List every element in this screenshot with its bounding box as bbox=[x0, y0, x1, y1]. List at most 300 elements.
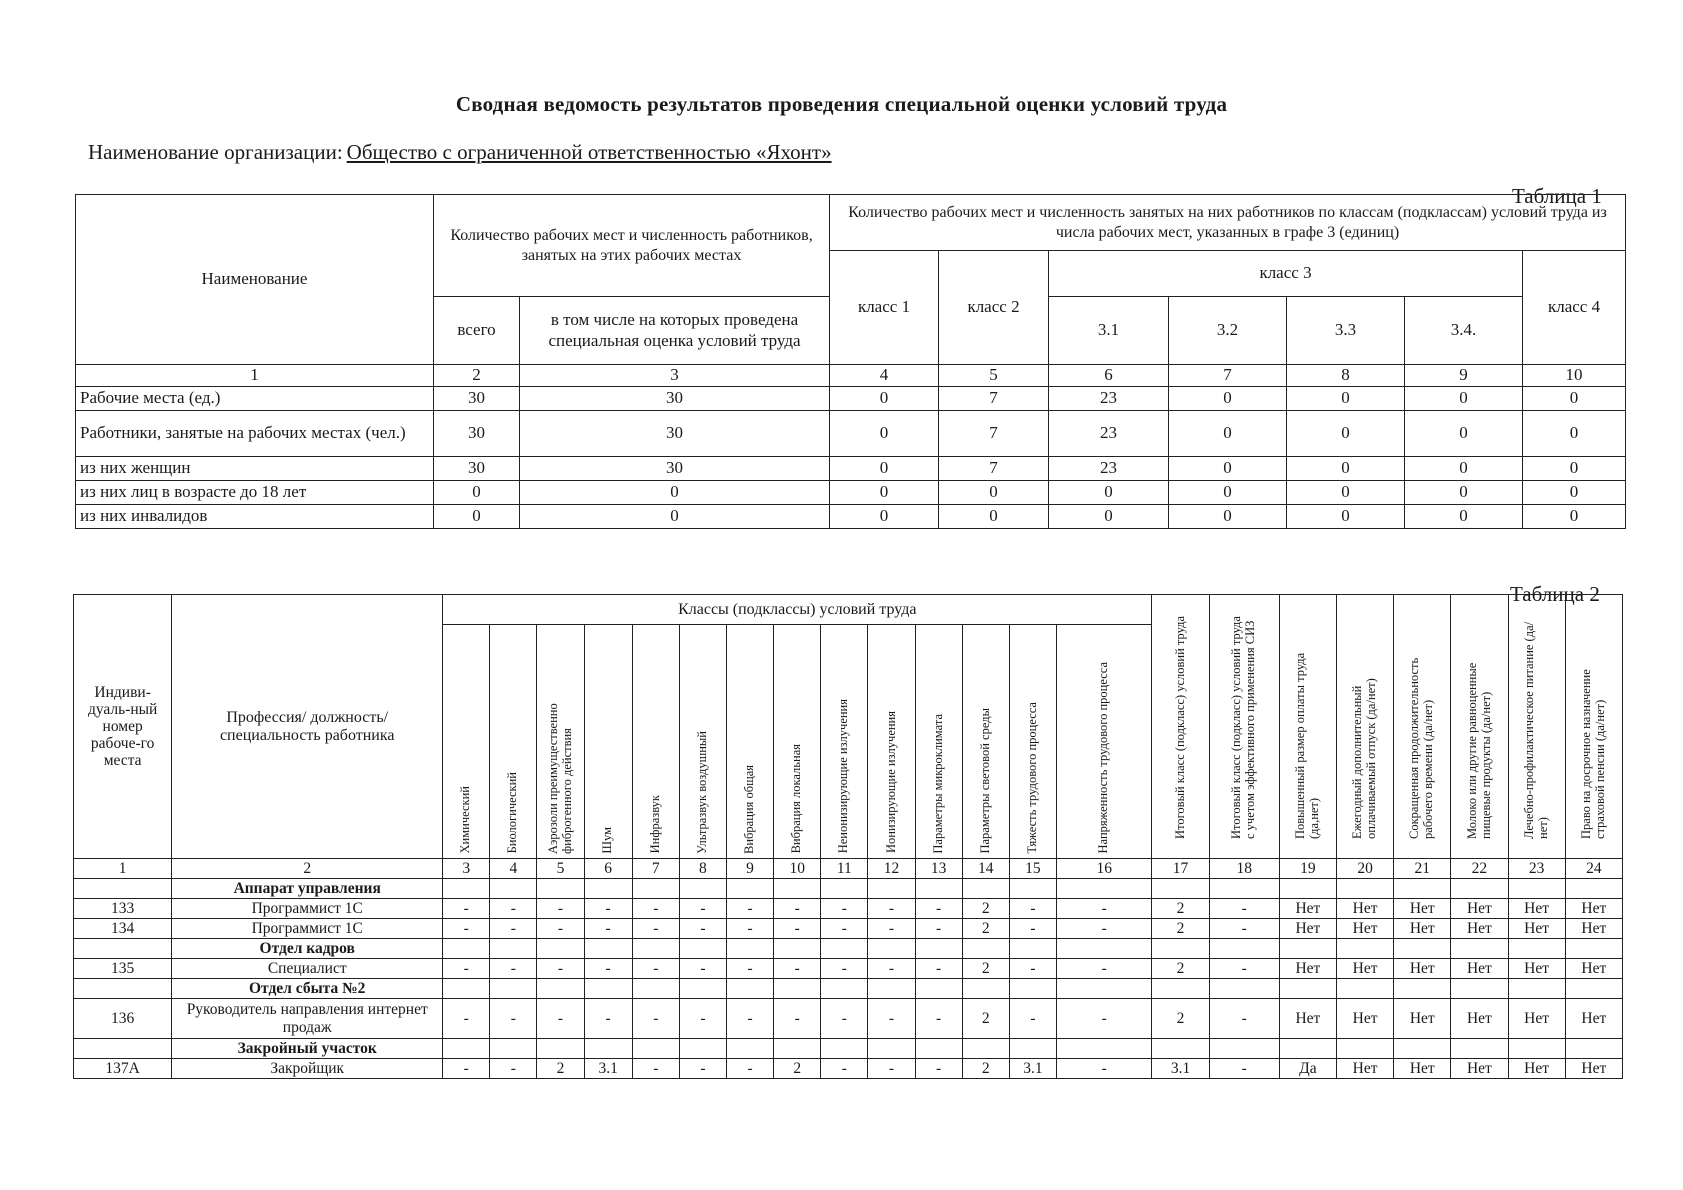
table-cell: 2 bbox=[1152, 999, 1209, 1039]
header-total: всего bbox=[434, 297, 520, 365]
column-number: 4 bbox=[490, 859, 537, 879]
table-cell: Нет bbox=[1565, 1059, 1622, 1079]
table-cell: - bbox=[490, 1059, 537, 1079]
table-cell: 30 bbox=[520, 387, 830, 411]
workplace-number: 134 bbox=[74, 919, 172, 939]
table-cell: 0 bbox=[520, 505, 830, 529]
table-cell: - bbox=[679, 1059, 726, 1079]
table-cell: 0 bbox=[1523, 411, 1626, 457]
table-cell: 0 bbox=[830, 505, 939, 529]
table-cell: Нет bbox=[1451, 1059, 1508, 1079]
table-cell: - bbox=[584, 959, 632, 979]
table-cell: - bbox=[821, 959, 868, 979]
header-factor: Параметры микроклимата bbox=[930, 713, 945, 854]
table-cell: - bbox=[868, 1059, 915, 1079]
table-cell: Нет bbox=[1508, 999, 1565, 1039]
table-cell: - bbox=[632, 999, 679, 1039]
table-cell: 23 bbox=[1049, 411, 1169, 457]
empty-cell bbox=[1336, 1039, 1393, 1059]
table-cell: - bbox=[915, 919, 962, 939]
header-guarantee: Сокращенная продолжительность рабочего времени (да/нет) bbox=[1407, 657, 1436, 839]
table-cell: 30 bbox=[434, 411, 520, 457]
table-cell: - bbox=[915, 959, 962, 979]
empty-cell bbox=[1508, 979, 1565, 999]
empty-cell bbox=[443, 1039, 490, 1059]
column-number: 9 bbox=[1405, 365, 1523, 387]
table-cell: - bbox=[679, 999, 726, 1039]
column-number: 1 bbox=[76, 365, 434, 387]
empty-cell bbox=[490, 1039, 537, 1059]
empty-cell bbox=[1009, 879, 1056, 899]
empty-cell bbox=[679, 939, 726, 959]
table-cell: Нет bbox=[1336, 1059, 1393, 1079]
header-final-class: Итоговый класс (подкласс) условий труда bbox=[1172, 615, 1187, 839]
empty-cell bbox=[1336, 879, 1393, 899]
empty-cell bbox=[962, 939, 1009, 959]
table-row bbox=[76, 457, 1626, 481]
table2-caption: Таблица 2 bbox=[1510, 582, 1600, 606]
profession-name: Программист 1С bbox=[172, 899, 443, 919]
table-cell: 30 bbox=[520, 411, 830, 457]
table-cell: 3.1 bbox=[1152, 1059, 1209, 1079]
table-cell: Нет bbox=[1508, 919, 1565, 939]
empty-cell bbox=[868, 979, 915, 999]
workplaces-table bbox=[73, 594, 1623, 1079]
empty-cell bbox=[774, 1039, 821, 1059]
table-cell: - bbox=[915, 1059, 962, 1079]
column-number: 8 bbox=[679, 859, 726, 879]
table-cell: Нет bbox=[1394, 1059, 1451, 1079]
table-cell: 0 bbox=[1523, 505, 1626, 529]
empty-cell bbox=[74, 1039, 172, 1059]
profession-name: Закройщик bbox=[172, 1059, 443, 1079]
table-cell: Нет bbox=[1565, 899, 1622, 919]
table-cell: 2 bbox=[962, 959, 1009, 979]
column-number: 5 bbox=[939, 365, 1049, 387]
empty-cell bbox=[726, 1039, 773, 1059]
table-cell: - bbox=[537, 999, 584, 1039]
summary-table bbox=[75, 194, 1626, 529]
table-cell: Нет bbox=[1336, 919, 1393, 939]
header-guarantee: Повышенный размер оплаты труда (да,нет) bbox=[1293, 652, 1321, 839]
table-cell: - bbox=[1009, 919, 1056, 939]
table-cell: 0 bbox=[1169, 505, 1287, 529]
table-cell: 0 bbox=[1049, 481, 1169, 505]
column-number: 19 bbox=[1279, 859, 1336, 879]
empty-cell bbox=[74, 939, 172, 959]
table-cell: 2 bbox=[1152, 919, 1209, 939]
column-number: 21 bbox=[1394, 859, 1451, 879]
table-cell: - bbox=[726, 919, 773, 939]
table-cell: 0 bbox=[1169, 411, 1287, 457]
table-cell: 3.1 bbox=[1009, 1059, 1056, 1079]
empty-cell bbox=[1565, 979, 1622, 999]
table-cell: Нет bbox=[1336, 899, 1393, 919]
table-cell: - bbox=[584, 919, 632, 939]
table-cell: - bbox=[490, 959, 537, 979]
table-cell: - bbox=[774, 899, 821, 919]
table-cell: 2 bbox=[962, 1059, 1009, 1079]
row-label: из них лиц в возрасте до 18 лет bbox=[76, 481, 434, 505]
empty-cell bbox=[1056, 939, 1151, 959]
empty-cell bbox=[915, 1039, 962, 1059]
empty-cell bbox=[679, 979, 726, 999]
table-cell: - bbox=[443, 919, 490, 939]
empty-cell bbox=[821, 1039, 868, 1059]
header-class1: класс 1 bbox=[830, 251, 939, 365]
column-number: 12 bbox=[868, 859, 915, 879]
table-cell: 0 bbox=[1523, 387, 1626, 411]
table-cell: - bbox=[1056, 899, 1151, 919]
table-cell: - bbox=[774, 999, 821, 1039]
empty-cell bbox=[774, 979, 821, 999]
table-cell: Нет bbox=[1279, 959, 1336, 979]
empty-cell bbox=[915, 979, 962, 999]
section-row bbox=[74, 939, 1623, 959]
empty-cell bbox=[821, 879, 868, 899]
table-row bbox=[74, 1059, 1623, 1079]
empty-cell bbox=[443, 879, 490, 899]
table-cell: 0 bbox=[830, 457, 939, 481]
empty-cell bbox=[868, 939, 915, 959]
header-factor: Напряженность трудового процесса bbox=[1096, 662, 1111, 854]
header-name: Наименование bbox=[76, 195, 434, 365]
table-cell: - bbox=[443, 899, 490, 919]
empty-cell bbox=[443, 979, 490, 999]
empty-cell bbox=[915, 939, 962, 959]
section-row bbox=[74, 1039, 1623, 1059]
table-cell: 0 bbox=[1287, 481, 1405, 505]
table-cell: 30 bbox=[434, 387, 520, 411]
column-number: 11 bbox=[821, 859, 868, 879]
table-cell: - bbox=[774, 959, 821, 979]
table-cell: - bbox=[679, 959, 726, 979]
table-cell: - bbox=[821, 1059, 868, 1079]
empty-cell bbox=[1451, 979, 1508, 999]
table-cell: 0 bbox=[1523, 481, 1626, 505]
column-number: 1 bbox=[74, 859, 172, 879]
table-cell: - bbox=[821, 899, 868, 919]
header-factor: Ультразвук воздушный bbox=[695, 730, 710, 854]
table-cell: - bbox=[537, 899, 584, 919]
table-cell: 0 bbox=[1049, 505, 1169, 529]
header-class3-2: 3.2 bbox=[1169, 297, 1287, 365]
table1-caption: Таблица 1 bbox=[1512, 184, 1602, 208]
header-factor: Вибрация общая bbox=[742, 764, 757, 854]
table-cell: 23 bbox=[1049, 387, 1169, 411]
header-factor: Неионизирующие излучения bbox=[836, 699, 851, 854]
empty-cell bbox=[1209, 979, 1279, 999]
organization-line bbox=[88, 140, 832, 165]
column-number: 7 bbox=[1169, 365, 1287, 387]
empty-cell bbox=[1152, 979, 1209, 999]
table-cell: - bbox=[821, 999, 868, 1039]
empty-cell bbox=[962, 979, 1009, 999]
table-cell: - bbox=[632, 919, 679, 939]
header-class3-4: 3.4. bbox=[1405, 297, 1523, 365]
header-profession: Профессия/ должность/ специальность работника bbox=[172, 595, 443, 859]
empty-cell bbox=[1565, 879, 1622, 899]
table-cell: 30 bbox=[434, 457, 520, 481]
table-cell: Нет bbox=[1394, 959, 1451, 979]
table-cell: - bbox=[868, 959, 915, 979]
header-conditions-group: Классы (подклассы) условий труда bbox=[443, 595, 1152, 625]
workplace-number: 135 bbox=[74, 959, 172, 979]
table-cell: Нет bbox=[1279, 919, 1336, 939]
empty-cell bbox=[1394, 879, 1451, 899]
empty-cell bbox=[74, 879, 172, 899]
empty-cell bbox=[1565, 939, 1622, 959]
section-title: Отдел кадров bbox=[172, 939, 443, 959]
column-number: 6 bbox=[1049, 365, 1169, 387]
empty-cell bbox=[1336, 979, 1393, 999]
table-cell: Нет bbox=[1451, 899, 1508, 919]
table-row bbox=[76, 505, 1626, 529]
table-cell: - bbox=[821, 919, 868, 939]
table-cell: - bbox=[1209, 1059, 1279, 1079]
table-cell: - bbox=[726, 1059, 773, 1079]
table-cell: 0 bbox=[434, 481, 520, 505]
empty-cell bbox=[1394, 979, 1451, 999]
table-cell: 3.1 bbox=[584, 1059, 632, 1079]
table-cell: Да bbox=[1279, 1059, 1336, 1079]
table-cell: 0 bbox=[1405, 411, 1523, 457]
table-cell: Нет bbox=[1394, 999, 1451, 1039]
empty-cell bbox=[537, 979, 584, 999]
table-cell: 2 bbox=[962, 919, 1009, 939]
workplace-number: 137А bbox=[74, 1059, 172, 1079]
section-row bbox=[74, 879, 1623, 899]
table-cell: Нет bbox=[1565, 999, 1622, 1039]
table-cell: - bbox=[632, 899, 679, 919]
empty-cell bbox=[868, 1039, 915, 1059]
table-cell: - bbox=[1056, 959, 1151, 979]
column-number: 17 bbox=[1152, 859, 1209, 879]
empty-cell bbox=[1209, 939, 1279, 959]
header-guarantee: Молоко или другие равноценные пищевые продукты (да/нет) bbox=[1464, 662, 1493, 839]
column-number: 24 bbox=[1565, 859, 1622, 879]
document-title: Сводная ведомость результатов проведения специальной оценки условий труда bbox=[455, 92, 1228, 116]
table-cell: - bbox=[868, 899, 915, 919]
table-cell: - bbox=[632, 1059, 679, 1079]
organization-label: Наименование организации: bbox=[88, 140, 343, 164]
table-cell: Нет bbox=[1394, 899, 1451, 919]
header-classes-group: Количество рабочих мест и численность занятых на них работников по классам (подклассам) условий труда из числа рабочих мест, указанных в графе 3 (единиц) bbox=[830, 195, 1626, 251]
workplace-number: 133 bbox=[74, 899, 172, 919]
column-numbers-row bbox=[74, 859, 1623, 879]
table-cell: - bbox=[584, 899, 632, 919]
table-cell: - bbox=[1209, 959, 1279, 979]
table-cell: Нет bbox=[1336, 959, 1393, 979]
empty-cell bbox=[1451, 939, 1508, 959]
empty-cell bbox=[537, 879, 584, 899]
header-guarantee: Ежегодный дополнительный оплачиваемый отпуск (да/нет) bbox=[1350, 677, 1379, 839]
empty-cell bbox=[774, 879, 821, 899]
header-factor: Химический bbox=[458, 786, 473, 854]
header-workplaces-group: Количество рабочих мест и численность работников, занятых на этих рабочих местах bbox=[434, 195, 830, 297]
table-cell: Нет bbox=[1336, 999, 1393, 1039]
section-title: Аппарат управления bbox=[172, 879, 443, 899]
table-cell: 0 bbox=[939, 481, 1049, 505]
table-cell: - bbox=[726, 999, 773, 1039]
empty-cell bbox=[632, 979, 679, 999]
empty-cell bbox=[1394, 939, 1451, 959]
empty-cell bbox=[821, 979, 868, 999]
table-row bbox=[74, 999, 1623, 1039]
row-label: Работники, занятые на рабочих местах (чел.) bbox=[76, 411, 434, 457]
table-cell: - bbox=[915, 899, 962, 919]
header-class3-3: 3.3 bbox=[1287, 297, 1405, 365]
empty-cell bbox=[1009, 979, 1056, 999]
empty-cell bbox=[868, 879, 915, 899]
table-cell: - bbox=[443, 1059, 490, 1079]
table-cell: - bbox=[679, 919, 726, 939]
empty-cell bbox=[679, 1039, 726, 1059]
table-row bbox=[74, 899, 1623, 919]
table-cell: 2 bbox=[774, 1059, 821, 1079]
table-row bbox=[74, 919, 1623, 939]
column-number: 14 bbox=[962, 859, 1009, 879]
empty-cell bbox=[1209, 879, 1279, 899]
column-numbers-row bbox=[76, 365, 1626, 387]
header-guarantee: Лечебно-профилактическое питание (да/нет) bbox=[1521, 621, 1550, 839]
table-cell: Нет bbox=[1279, 899, 1336, 919]
table-cell: - bbox=[1209, 999, 1279, 1039]
table-row bbox=[74, 959, 1623, 979]
table-cell: 0 bbox=[830, 387, 939, 411]
empty-cell bbox=[915, 879, 962, 899]
empty-cell bbox=[1056, 979, 1151, 999]
table-row bbox=[76, 387, 1626, 411]
table-row bbox=[76, 411, 1626, 457]
column-number: 16 bbox=[1056, 859, 1151, 879]
column-number: 7 bbox=[632, 859, 679, 879]
table-cell: 2 bbox=[962, 899, 1009, 919]
table-cell: 0 bbox=[1287, 387, 1405, 411]
table-cell: 7 bbox=[939, 457, 1049, 481]
empty-cell bbox=[584, 979, 632, 999]
profession-name: Специалист bbox=[172, 959, 443, 979]
empty-cell bbox=[962, 1039, 1009, 1059]
table-cell: 0 bbox=[939, 505, 1049, 529]
table-cell: 0 bbox=[520, 481, 830, 505]
table-cell: - bbox=[632, 959, 679, 979]
table-cell: - bbox=[443, 999, 490, 1039]
table-cell: - bbox=[1009, 899, 1056, 919]
table-cell: 0 bbox=[830, 411, 939, 457]
empty-cell bbox=[490, 979, 537, 999]
column-number: 8 bbox=[1287, 365, 1405, 387]
column-number: 20 bbox=[1336, 859, 1393, 879]
column-number: 2 bbox=[172, 859, 443, 879]
table-cell: - bbox=[1209, 919, 1279, 939]
table-cell: 0 bbox=[1287, 411, 1405, 457]
table-cell: 0 bbox=[1405, 457, 1523, 481]
table-cell: 30 bbox=[520, 457, 830, 481]
table-cell: - bbox=[868, 999, 915, 1039]
column-number: 18 bbox=[1209, 859, 1279, 879]
table-cell: 0 bbox=[434, 505, 520, 529]
table-cell: - bbox=[1009, 999, 1056, 1039]
header-class2: класс 2 bbox=[939, 251, 1049, 365]
table-cell: - bbox=[774, 919, 821, 939]
column-number: 5 bbox=[537, 859, 584, 879]
row-label: из них инвалидов bbox=[76, 505, 434, 529]
empty-cell bbox=[1451, 879, 1508, 899]
organization-name: Общество с ограниченной ответственностью «Яхонт» bbox=[346, 140, 832, 164]
empty-cell bbox=[726, 979, 773, 999]
table-cell: - bbox=[537, 959, 584, 979]
header-guarantee: Право на досрочное назначение страховой пенсии (да/нет) bbox=[1579, 668, 1607, 839]
table-cell: 0 bbox=[1405, 387, 1523, 411]
empty-cell bbox=[1152, 1039, 1209, 1059]
empty-cell bbox=[632, 939, 679, 959]
table-cell: Нет bbox=[1451, 999, 1508, 1039]
empty-cell bbox=[1009, 1039, 1056, 1059]
column-number: 15 bbox=[1009, 859, 1056, 879]
table-row bbox=[76, 481, 1626, 505]
table-cell: 2 bbox=[1152, 959, 1209, 979]
table-cell: Нет bbox=[1508, 899, 1565, 919]
header-assessed: в том числе на которых проведена специальная оценка условий труда bbox=[520, 297, 830, 365]
empty-cell bbox=[1152, 879, 1209, 899]
table-cell: - bbox=[915, 999, 962, 1039]
column-number: 13 bbox=[915, 859, 962, 879]
table-cell: - bbox=[537, 919, 584, 939]
table-cell: 0 bbox=[830, 481, 939, 505]
empty-cell bbox=[1451, 1039, 1508, 1059]
table-cell: 2 bbox=[962, 999, 1009, 1039]
header-factor: Вибрация локальная bbox=[789, 744, 804, 854]
table-cell: - bbox=[1056, 1059, 1151, 1079]
header-class3: класс 3 bbox=[1049, 251, 1523, 297]
empty-cell bbox=[679, 879, 726, 899]
header-factor: Ионизирующие излучения bbox=[883, 711, 898, 854]
table-cell: Нет bbox=[1394, 919, 1451, 939]
table-cell: 0 bbox=[1169, 481, 1287, 505]
header-factor: Параметры световой среды bbox=[977, 707, 992, 854]
table-cell: - bbox=[490, 899, 537, 919]
table-cell: 0 bbox=[1523, 457, 1626, 481]
section-title: Закройный участок bbox=[172, 1039, 443, 1059]
empty-cell bbox=[537, 939, 584, 959]
empty-cell bbox=[726, 879, 773, 899]
empty-cell bbox=[774, 939, 821, 959]
empty-cell bbox=[726, 939, 773, 959]
table-cell: 0 bbox=[1405, 481, 1523, 505]
workplace-number: 136 bbox=[74, 999, 172, 1039]
row-label: Рабочие места (ед.) bbox=[76, 387, 434, 411]
empty-cell bbox=[1279, 1039, 1336, 1059]
empty-cell bbox=[584, 939, 632, 959]
table-cell: - bbox=[679, 899, 726, 919]
empty-cell bbox=[1508, 939, 1565, 959]
header-class4: класс 4 bbox=[1523, 251, 1626, 365]
table-cell: - bbox=[726, 959, 773, 979]
empty-cell bbox=[632, 879, 679, 899]
table-cell: - bbox=[1056, 999, 1151, 1039]
empty-cell bbox=[537, 1039, 584, 1059]
header-class3-1: 3.1 bbox=[1049, 297, 1169, 365]
column-number: 10 bbox=[774, 859, 821, 879]
table-cell: Нет bbox=[1279, 999, 1336, 1039]
table-cell: - bbox=[443, 959, 490, 979]
empty-cell bbox=[1279, 939, 1336, 959]
section-title: Отдел сбыта №2 bbox=[172, 979, 443, 999]
column-number: 22 bbox=[1451, 859, 1508, 879]
table-cell: Нет bbox=[1565, 959, 1622, 979]
table-cell: 2 bbox=[1152, 899, 1209, 919]
